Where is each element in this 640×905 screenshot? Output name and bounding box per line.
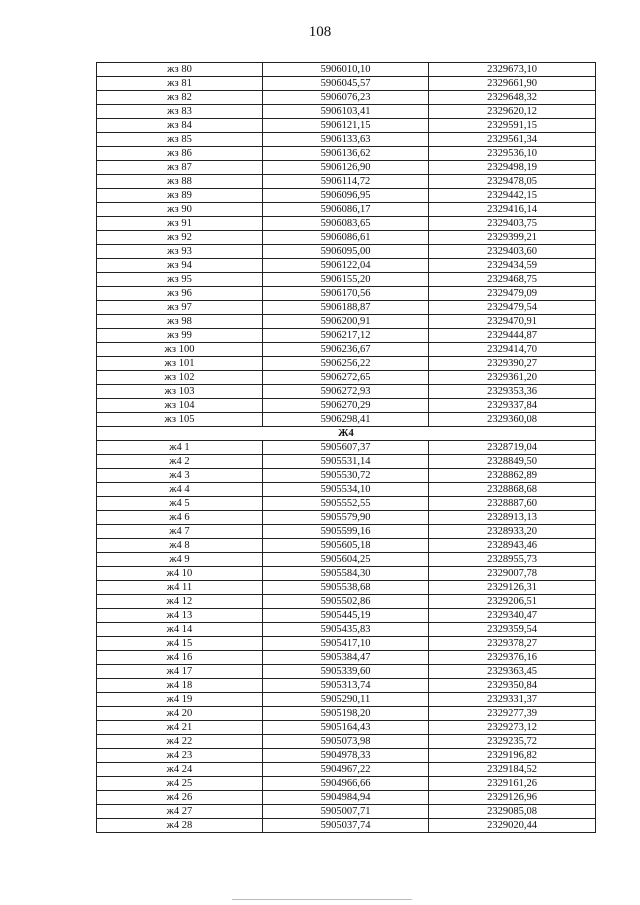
x-coordinate-cell: 5905538,68 (263, 581, 429, 595)
x-coordinate-cell: 5905417,10 (263, 637, 429, 651)
point-id-cell: жз 91 (97, 217, 263, 231)
table-row (97, 385, 596, 399)
y-coordinate-cell: 2329360,08 (429, 413, 596, 427)
x-coordinate-cell: 5905198,20 (263, 707, 429, 721)
y-coordinate-cell: 2329479,54 (429, 301, 596, 315)
table-row (97, 231, 596, 245)
y-coordinate-cell: 2329390,27 (429, 357, 596, 371)
table-row (97, 763, 596, 777)
point-id-cell: ж4 7 (97, 525, 263, 539)
x-coordinate-cell: 5906270,29 (263, 399, 429, 413)
table-row (97, 119, 596, 133)
point-id-cell: жз 103 (97, 385, 263, 399)
y-coordinate-cell: 2328849,50 (429, 455, 596, 469)
x-coordinate-cell: 5905599,16 (263, 525, 429, 539)
y-coordinate-cell: 2329235,72 (429, 735, 596, 749)
y-coordinate-cell: 2329126,31 (429, 581, 596, 595)
x-coordinate-cell: 5906133,63 (263, 133, 429, 147)
table-row (97, 525, 596, 539)
y-coordinate-cell: 2329378,27 (429, 637, 596, 651)
point-id-cell: жз 97 (97, 301, 263, 315)
x-coordinate-cell: 5904978,33 (263, 749, 429, 763)
y-coordinate-cell: 2329498,19 (429, 161, 596, 175)
y-coordinate-cell: 2329085,08 (429, 805, 596, 819)
table-row (97, 259, 596, 273)
point-id-cell: ж4 12 (97, 595, 263, 609)
x-coordinate-cell: 5905584,30 (263, 567, 429, 581)
y-coordinate-cell: 2329340,47 (429, 609, 596, 623)
table-row (97, 791, 596, 805)
y-coordinate-cell: 2329648,32 (429, 91, 596, 105)
x-coordinate-cell: 5906256,22 (263, 357, 429, 371)
bottom-edge-mark (232, 899, 412, 900)
x-coordinate-cell: 5906272,65 (263, 371, 429, 385)
point-id-cell: ж4 18 (97, 679, 263, 693)
table-row (97, 147, 596, 161)
point-id-cell: ж4 19 (97, 693, 263, 707)
table-row (97, 133, 596, 147)
y-coordinate-cell: 2329444,87 (429, 329, 596, 343)
table-row (97, 77, 596, 91)
y-coordinate-cell: 2329478,05 (429, 175, 596, 189)
point-id-cell: ж4 6 (97, 511, 263, 525)
y-coordinate-cell: 2329331,37 (429, 693, 596, 707)
x-coordinate-cell: 5905073,98 (263, 735, 429, 749)
point-id-cell: жз 99 (97, 329, 263, 343)
point-id-cell: ж4 2 (97, 455, 263, 469)
point-id-cell: жз 88 (97, 175, 263, 189)
table-row (97, 273, 596, 287)
y-coordinate-cell: 2329403,75 (429, 217, 596, 231)
table-row (97, 511, 596, 525)
point-id-cell: жз 85 (97, 133, 263, 147)
y-coordinate-cell: 2329184,52 (429, 763, 596, 777)
y-coordinate-cell: 2329561,34 (429, 133, 596, 147)
point-id-cell: ж4 3 (97, 469, 263, 483)
table-row (97, 315, 596, 329)
table-row (97, 217, 596, 231)
point-id-cell: ж4 4 (97, 483, 263, 497)
section-header-row (97, 427, 596, 441)
point-id-cell: жз 94 (97, 259, 263, 273)
table-row (97, 329, 596, 343)
y-coordinate-cell: 2329007,78 (429, 567, 596, 581)
y-coordinate-cell: 2328719,04 (429, 441, 596, 455)
y-coordinate-cell: 2328913,13 (429, 511, 596, 525)
y-coordinate-cell: 2329350,84 (429, 679, 596, 693)
y-coordinate-cell: 2328868,68 (429, 483, 596, 497)
x-coordinate-cell: 5906122,04 (263, 259, 429, 273)
table-row (97, 707, 596, 721)
y-coordinate-cell: 2329353,36 (429, 385, 596, 399)
point-id-cell: ж4 27 (97, 805, 263, 819)
x-coordinate-cell: 5906010,10 (263, 63, 429, 77)
table-row (97, 805, 596, 819)
point-id-cell: ж4 24 (97, 763, 263, 777)
y-coordinate-cell: 2329434,59 (429, 259, 596, 273)
x-coordinate-cell: 5906217,12 (263, 329, 429, 343)
y-coordinate-cell: 2329196,82 (429, 749, 596, 763)
y-coordinate-cell: 2329673,10 (429, 63, 596, 77)
table-row (97, 539, 596, 553)
x-coordinate-cell: 5906095,00 (263, 245, 429, 259)
table-row (97, 441, 596, 455)
table-row (97, 721, 596, 735)
table-row (97, 693, 596, 707)
y-coordinate-cell: 2329020,44 (429, 819, 596, 833)
table-row (97, 189, 596, 203)
y-coordinate-cell: 2329620,12 (429, 105, 596, 119)
point-id-cell: жз 93 (97, 245, 263, 259)
y-coordinate-cell: 2329536,10 (429, 147, 596, 161)
point-id-cell: жз 92 (97, 231, 263, 245)
y-coordinate-cell: 2329376,16 (429, 651, 596, 665)
x-coordinate-cell: 5906114,72 (263, 175, 429, 189)
y-coordinate-cell: 2329273,12 (429, 721, 596, 735)
y-coordinate-cell: 2328943,46 (429, 539, 596, 553)
point-id-cell: жз 100 (97, 343, 263, 357)
x-coordinate-cell: 5904966,66 (263, 777, 429, 791)
y-coordinate-cell: 2329206,51 (429, 595, 596, 609)
table-row (97, 287, 596, 301)
x-coordinate-cell: 5905164,43 (263, 721, 429, 735)
point-id-cell: жз 102 (97, 371, 263, 385)
x-coordinate-cell: 5905531,14 (263, 455, 429, 469)
table-row (97, 343, 596, 357)
point-id-cell: ж4 17 (97, 665, 263, 679)
y-coordinate-cell: 2329416,14 (429, 203, 596, 217)
x-coordinate-cell: 5905552,55 (263, 497, 429, 511)
table-row (97, 91, 596, 105)
x-coordinate-cell: 5906103,41 (263, 105, 429, 119)
point-id-cell: жз 84 (97, 119, 263, 133)
y-coordinate-cell: 2329399,21 (429, 231, 596, 245)
point-id-cell: ж4 10 (97, 567, 263, 581)
table-row (97, 63, 596, 77)
table-row (97, 175, 596, 189)
y-coordinate-cell: 2329591,15 (429, 119, 596, 133)
point-id-cell: жз 90 (97, 203, 263, 217)
point-id-cell: ж4 15 (97, 637, 263, 651)
x-coordinate-cell: 5906200,91 (263, 315, 429, 329)
x-coordinate-cell: 5905534,10 (263, 483, 429, 497)
point-id-cell: жз 101 (97, 357, 263, 371)
y-coordinate-cell: 2329479,09 (429, 287, 596, 301)
x-coordinate-cell: 5906126,90 (263, 161, 429, 175)
x-coordinate-cell: 5905579,90 (263, 511, 429, 525)
point-id-cell: жз 81 (97, 77, 263, 91)
y-coordinate-cell: 2329337,84 (429, 399, 596, 413)
x-coordinate-cell: 5905605,18 (263, 539, 429, 553)
table-row (97, 371, 596, 385)
x-coordinate-cell: 5906188,87 (263, 301, 429, 315)
y-coordinate-cell: 2329661,90 (429, 77, 596, 91)
point-id-cell: ж4 1 (97, 441, 263, 455)
point-id-cell: жз 104 (97, 399, 263, 413)
y-coordinate-cell: 2328862,89 (429, 469, 596, 483)
table-row (97, 203, 596, 217)
x-coordinate-cell: 5906045,57 (263, 77, 429, 91)
point-id-cell: ж4 23 (97, 749, 263, 763)
point-id-cell: ж4 20 (97, 707, 263, 721)
point-id-cell: жз 80 (97, 63, 263, 77)
point-id-cell: ж4 22 (97, 735, 263, 749)
y-coordinate-cell: 2329442,15 (429, 189, 596, 203)
table-row (97, 679, 596, 693)
table-row (97, 553, 596, 567)
x-coordinate-cell: 5905007,71 (263, 805, 429, 819)
x-coordinate-cell: 5905290,11 (263, 693, 429, 707)
x-coordinate-cell: 5905530,72 (263, 469, 429, 483)
y-coordinate-cell: 2329161,26 (429, 777, 596, 791)
table-row (97, 735, 596, 749)
table-row (97, 567, 596, 581)
coordinates-table (96, 62, 596, 833)
y-coordinate-cell: 2329361,20 (429, 371, 596, 385)
page-number: 108 (308, 24, 332, 40)
x-coordinate-cell: 5906086,61 (263, 231, 429, 245)
table-row (97, 665, 596, 679)
x-coordinate-cell: 5906121,15 (263, 119, 429, 133)
point-id-cell: жз 86 (97, 147, 263, 161)
x-coordinate-cell: 5906096,95 (263, 189, 429, 203)
table-row (97, 245, 596, 259)
x-coordinate-cell: 5905445,19 (263, 609, 429, 623)
table-row (97, 357, 596, 371)
table-row (97, 301, 596, 315)
x-coordinate-cell: 5906076,23 (263, 91, 429, 105)
point-id-cell: ж4 11 (97, 581, 263, 595)
point-id-cell: ж4 26 (97, 791, 263, 805)
point-id-cell: жз 98 (97, 315, 263, 329)
point-id-cell: ж4 13 (97, 609, 263, 623)
table-row (97, 749, 596, 763)
y-coordinate-cell: 2329414,70 (429, 343, 596, 357)
table-row (97, 595, 596, 609)
y-coordinate-cell: 2329470,91 (429, 315, 596, 329)
y-coordinate-cell: 2329277,39 (429, 707, 596, 721)
table-row (97, 469, 596, 483)
point-id-cell: ж4 21 (97, 721, 263, 735)
x-coordinate-cell: 5905502,86 (263, 595, 429, 609)
y-coordinate-cell: 2329363,45 (429, 665, 596, 679)
x-coordinate-cell: 5906083,65 (263, 217, 429, 231)
x-coordinate-cell: 5906272,93 (263, 385, 429, 399)
x-coordinate-cell: 5905604,25 (263, 553, 429, 567)
x-coordinate-cell: 5906136,62 (263, 147, 429, 161)
table-row (97, 777, 596, 791)
x-coordinate-cell: 5904984,94 (263, 791, 429, 805)
table-row (97, 497, 596, 511)
coordinates-table-body (97, 63, 596, 833)
table-row (97, 413, 596, 427)
table-row (97, 609, 596, 623)
point-id-cell: жз 82 (97, 91, 263, 105)
point-id-cell: ж4 16 (97, 651, 263, 665)
y-coordinate-cell: 2329468,75 (429, 273, 596, 287)
point-id-cell: жз 95 (97, 273, 263, 287)
x-coordinate-cell: 5905607,37 (263, 441, 429, 455)
x-coordinate-cell: 5906236,67 (263, 343, 429, 357)
x-coordinate-cell: 5906155,20 (263, 273, 429, 287)
y-coordinate-cell: 2329403,60 (429, 245, 596, 259)
point-id-cell: жз 105 (97, 413, 263, 427)
point-id-cell: ж4 5 (97, 497, 263, 511)
x-coordinate-cell: 5905313,74 (263, 679, 429, 693)
point-id-cell: ж4 25 (97, 777, 263, 791)
table-row (97, 161, 596, 175)
table-row (97, 581, 596, 595)
table-row (97, 819, 596, 833)
x-coordinate-cell: 5904967,22 (263, 763, 429, 777)
y-coordinate-cell: 2328933,20 (429, 525, 596, 539)
x-coordinate-cell: 5905435,83 (263, 623, 429, 637)
point-id-cell: жз 89 (97, 189, 263, 203)
point-id-cell: жз 96 (97, 287, 263, 301)
section-title: Ж4 (97, 427, 596, 441)
table-row (97, 455, 596, 469)
x-coordinate-cell: 5906298,41 (263, 413, 429, 427)
y-coordinate-cell: 2329126,96 (429, 791, 596, 805)
x-coordinate-cell: 5906086,17 (263, 203, 429, 217)
table-row (97, 105, 596, 119)
point-id-cell: ж4 28 (97, 819, 263, 833)
y-coordinate-cell: 2328887,60 (429, 497, 596, 511)
table-row (97, 651, 596, 665)
point-id-cell: ж4 14 (97, 623, 263, 637)
x-coordinate-cell: 5905037,74 (263, 819, 429, 833)
x-coordinate-cell: 5905339,60 (263, 665, 429, 679)
x-coordinate-cell: 5906170,56 (263, 287, 429, 301)
point-id-cell: ж4 8 (97, 539, 263, 553)
y-coordinate-cell: 2328955,73 (429, 553, 596, 567)
x-coordinate-cell: 5905384,47 (263, 651, 429, 665)
point-id-cell: жз 83 (97, 105, 263, 119)
point-id-cell: жз 87 (97, 161, 263, 175)
table-row (97, 623, 596, 637)
table-row (97, 637, 596, 651)
y-coordinate-cell: 2329359,54 (429, 623, 596, 637)
table-row (97, 483, 596, 497)
table-row (97, 399, 596, 413)
point-id-cell: ж4 9 (97, 553, 263, 567)
